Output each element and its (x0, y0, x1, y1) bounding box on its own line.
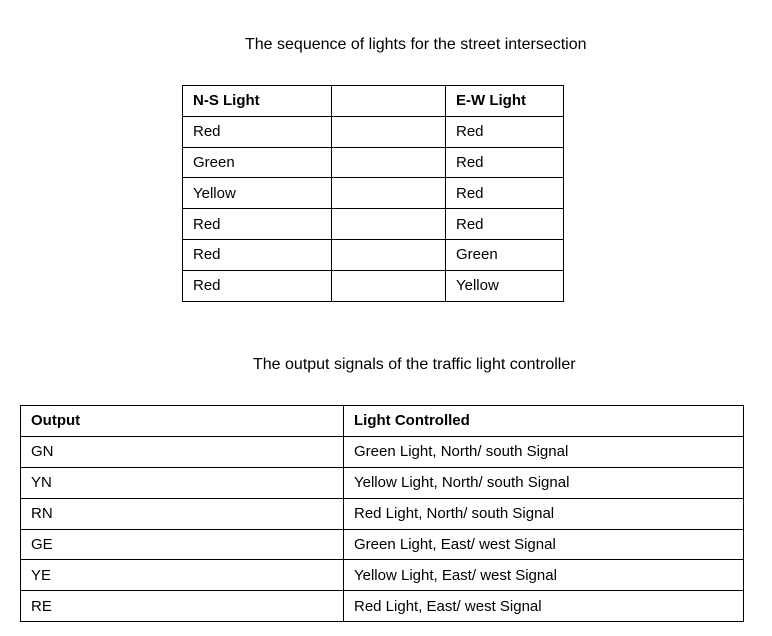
output-code-cell: RN (21, 498, 344, 529)
light-controlled-cell: Red Light, East/ west Signal (344, 591, 744, 622)
ns-light-header: N-S Light (183, 86, 332, 117)
blank-cell (332, 239, 446, 270)
table-row (183, 239, 564, 270)
table-row (183, 209, 564, 240)
ew-light-cell: Red (446, 178, 564, 209)
table-row (183, 270, 564, 301)
table-row (183, 116, 564, 147)
output-code-cell: RE (21, 591, 344, 622)
table-header-row (21, 406, 744, 437)
ns-light-cell: Green (183, 147, 332, 178)
table-row (21, 591, 744, 622)
light-controlled-header: Light Controlled (344, 406, 744, 437)
table-row (21, 560, 744, 591)
blank-cell (332, 147, 446, 178)
blank-cell (332, 178, 446, 209)
table-row (183, 147, 564, 178)
ew-light-cell: Red (446, 147, 564, 178)
light-controlled-cell: Yellow Light, East/ west Signal (344, 560, 744, 591)
table-row (21, 436, 744, 467)
blank-cell (332, 209, 446, 240)
ew-light-header: E-W Light (446, 86, 564, 117)
output-code-cell: GN (21, 436, 344, 467)
light-controlled-cell: Yellow Light, North/ south Signal (344, 467, 744, 498)
ns-light-cell: Red (183, 270, 332, 301)
table-header-row (183, 86, 564, 117)
ew-light-cell: Red (446, 209, 564, 240)
table-row (21, 498, 744, 529)
ns-light-cell: Red (183, 239, 332, 270)
table-row (183, 178, 564, 209)
ns-light-cell: Red (183, 116, 332, 147)
table-row (21, 529, 744, 560)
sequence-caption: The sequence of lights for the street intersection (245, 36, 587, 53)
ew-light-cell: Yellow (446, 270, 564, 301)
light-controlled-cell: Green Light, East/ west Signal (344, 529, 744, 560)
ew-light-cell: Green (446, 239, 564, 270)
light-controlled-cell: Red Light, North/ south Signal (344, 498, 744, 529)
ns-light-cell: Yellow (183, 178, 332, 209)
output-header: Output (21, 406, 344, 437)
output-code-cell: GE (21, 529, 344, 560)
output-code-cell: YE (21, 560, 344, 591)
blank-header (332, 86, 446, 117)
light-controlled-cell: Green Light, North/ south Signal (344, 436, 744, 467)
output-signals-table (20, 405, 744, 622)
output-code-cell: YN (21, 467, 344, 498)
light-sequence-table (182, 85, 564, 302)
table-row (21, 467, 744, 498)
outputs-caption: The output signals of the traffic light controller (253, 356, 576, 373)
blank-cell (332, 116, 446, 147)
blank-cell (332, 270, 446, 301)
ew-light-cell: Red (446, 116, 564, 147)
ns-light-cell: Red (183, 209, 332, 240)
